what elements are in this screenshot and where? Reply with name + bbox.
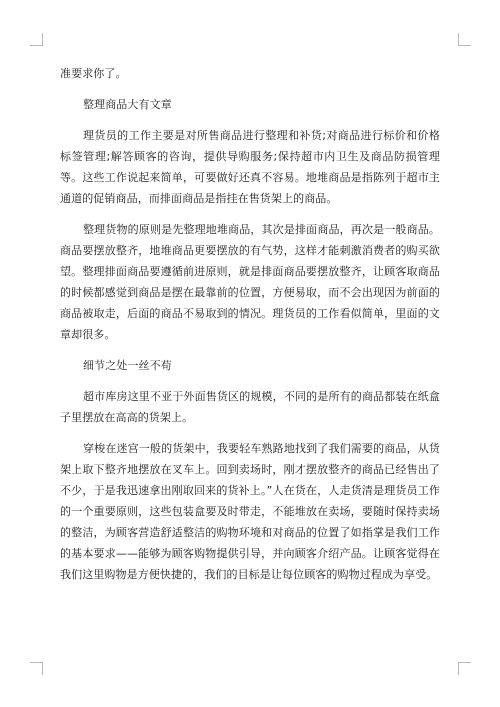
crop-mark-bottom-left — [30, 662, 43, 675]
paragraph-warehouse: 超市库房这里不亚于外面售货区的规模，不同的是所有的商品都装在纸盒子里摆放在高高的货架上。 — [60, 390, 440, 424]
crop-mark-top-right — [458, 33, 471, 46]
paragraph-duties: 理货员的工作主要是对所售商品进行整理和补货;对商品进行标价和价格标签管理;解答顾客的咨询，提供导购服务;保持超市内卫生及商品防损管理等。这些工作说起来简单，可要做好还真不容易。地堆商品是指陈列于超市主通道的促销商品，而排面商品是指挂在售货架上的商品。 — [60, 129, 440, 205]
paragraph-restocking: 穿梭在迷宫一般的货架中，我要轻车熟路地找到了我们需要的商品，从货架上取下整齐地摆放在叉车上。回到卖场时，刚才摆放整齐的商品已经售出了不少，于是我迅速拿出刚取回来的货补上。”人在货在，人走货清是理货员工作的一个重要原则，这些包装盒要及时带走，不能堆放在卖场，要随时保持卖场的整洁，为顾客营造舒适整洁的购物环境和对商品的位置了如指掌是我们工作的基本要求——能够为顾客购物提供引导，并向顾客介绍产品。让顾客觉得在我们这里购物是方便快捷的，我们的目标是让每位顾客的购物过程成为享受。 — [60, 442, 440, 581]
crop-mark-top-left — [30, 33, 43, 46]
document-body — [60, 63, 440, 585]
paragraph-continuation: 准要求你了。 — [60, 67, 127, 80]
crop-mark-bottom-right — [458, 662, 471, 675]
section-heading-arrange-goods: 整理商品大有文章 — [83, 98, 172, 111]
paragraph-principles: 整理货物的原则是先整理地堆商品，其次是排面商品，再次是一般商品。商品要摆放整齐，地堆商品更要摆放的有气势，这样才能刺激消费者的购买欲望。整理排面商品要遵循前进原则，就是排面商品要摆放整齐，让顾客取商品的时候都感觉到商品是摆在最靠前的位置，方便易取，而不会出现因为前面的商品被取走，后面的商品不易取到的情况。理货员的工作看似简单，里面的文章却很多。 — [60, 223, 440, 341]
section-heading-details: 细节之处一丝不苟 — [83, 359, 172, 372]
